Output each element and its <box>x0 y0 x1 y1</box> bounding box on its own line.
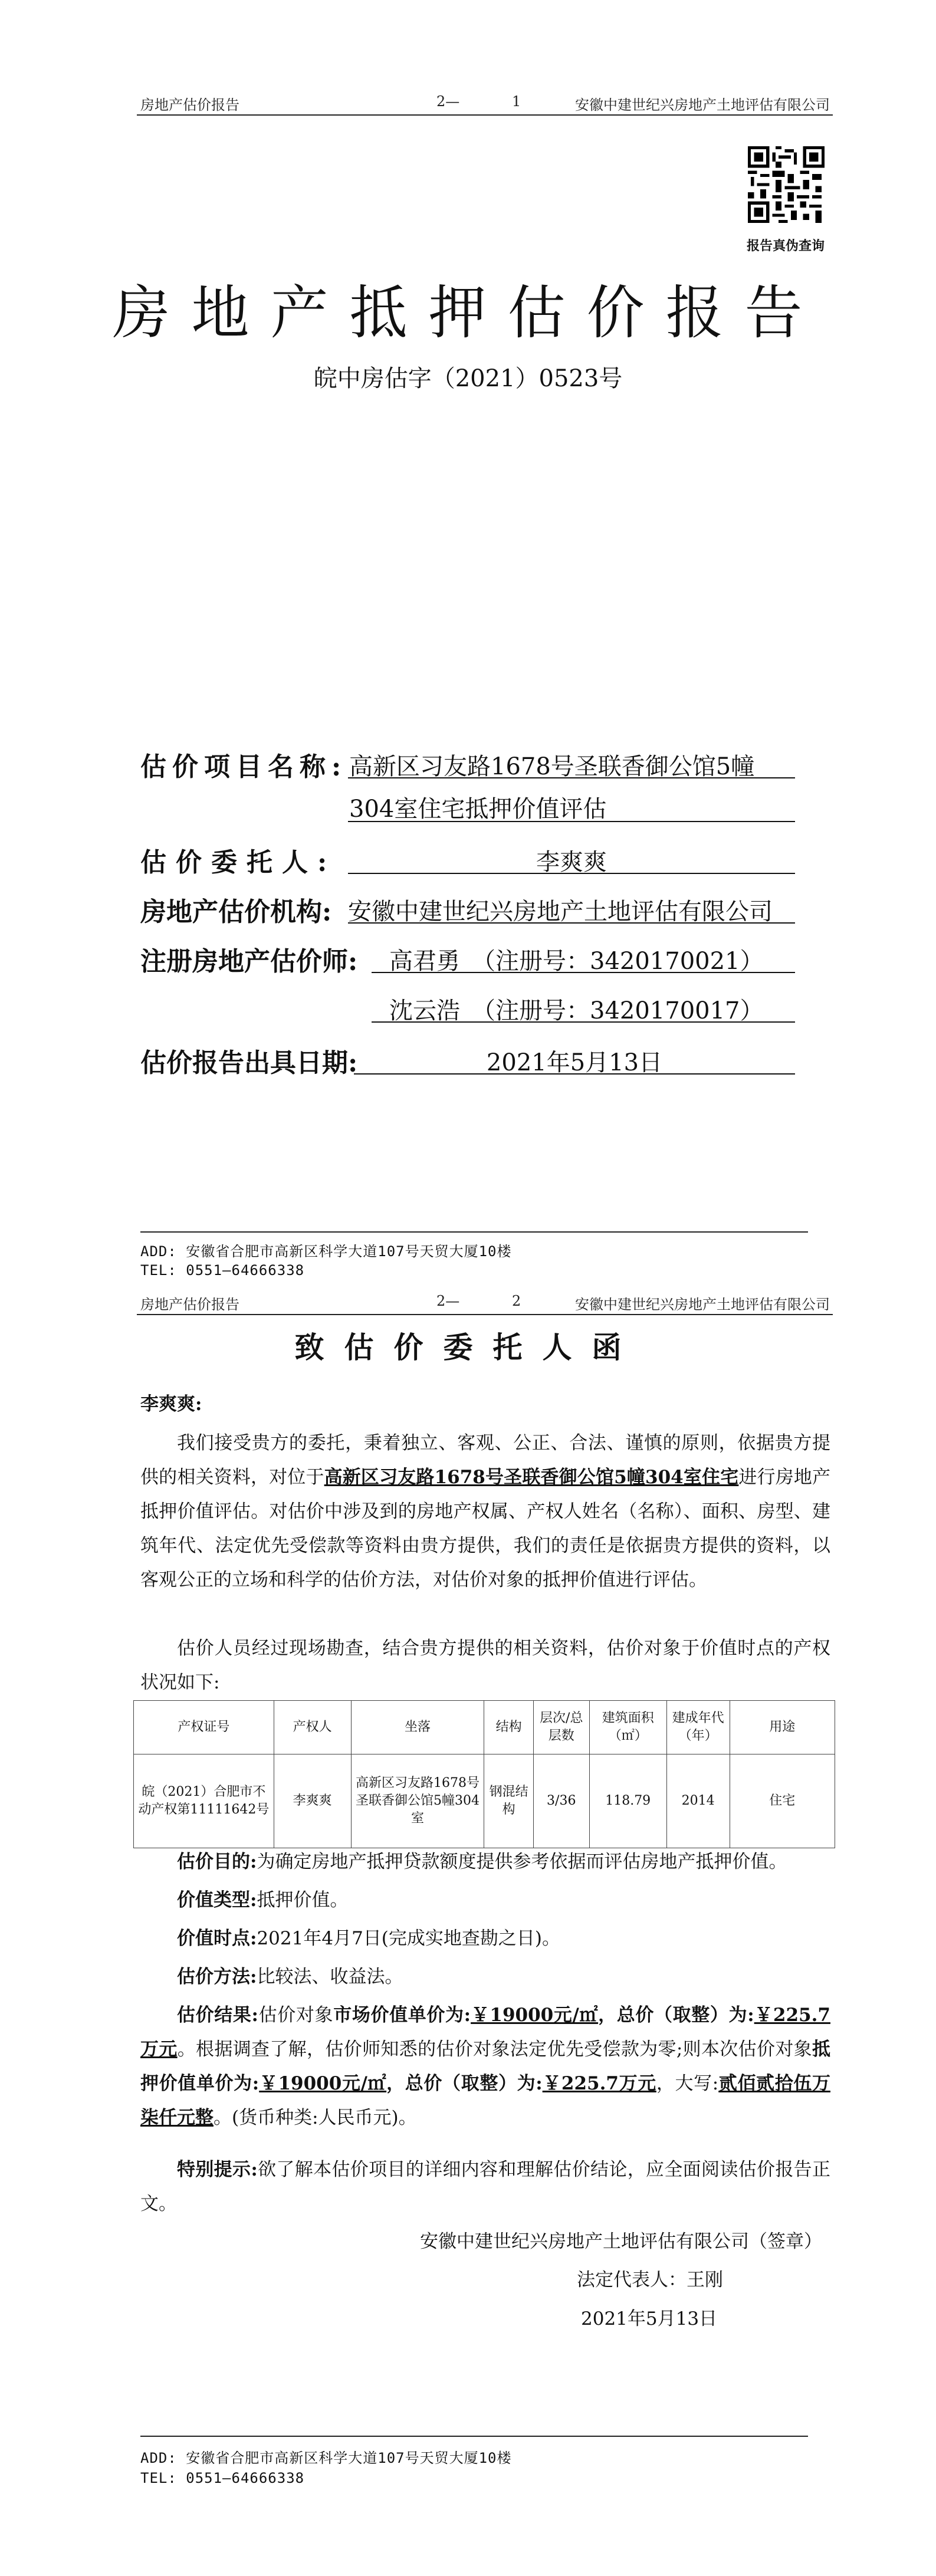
agency-underline <box>348 922 795 924</box>
issue-date-value: 2021年5月13日 <box>486 1049 663 1076</box>
qr-code-icon <box>748 146 825 223</box>
footer-rule <box>140 1231 808 1233</box>
col-usage: 用途 <box>730 1701 835 1754</box>
value-type-label: 价值类型: <box>177 1890 257 1911</box>
col-structure: 结构 <box>484 1701 533 1754</box>
purpose-label: 估价目的: <box>177 1851 257 1872</box>
cell-area: 118.79 <box>589 1754 666 1848</box>
purpose-line <box>140 1845 830 1879</box>
client-label: 估价委托人: <box>140 847 337 878</box>
signature-date: 2021年5月13日 <box>581 2308 718 2329</box>
intro-paragraph <box>140 1426 830 1597</box>
header-rule <box>137 114 833 116</box>
col-owner: 产权人 <box>274 1701 351 1754</box>
value-type-line <box>140 1883 830 1917</box>
report-title: 房地产抵押估价报告 <box>112 280 824 347</box>
special-tip-paragraph <box>140 2153 830 2221</box>
client-value: 李爽爽 <box>536 849 607 876</box>
issue-date-label: 估价报告出具日期: <box>140 1048 358 1078</box>
footer-address: ADD: 安徽省合肥市高新区科学大道107号天贸大厦10楼 <box>140 1243 512 1260</box>
col-floors: 层次/总层数 <box>533 1701 589 1754</box>
result-market-unit-price: ￥19000元/㎡ <box>471 2005 599 2026</box>
project-name-line2: 304室住宅抵押价值评估 <box>349 796 607 823</box>
method-label: 估价方法: <box>177 1966 257 1987</box>
footer-telephone: TEL: 0551—64666338 <box>140 2470 305 2486</box>
header-page-prefix: 2— <box>436 93 460 110</box>
result-market-unit-label: 市场价值单价为: <box>333 2005 471 2026</box>
result-amount-in-words: 贰佰贰拾伍万柒仟元整 <box>140 2073 830 2128</box>
header-page-prefix: 2— <box>436 1293 460 1309</box>
col-certificate: 产权证号 <box>134 1701 274 1754</box>
result-label: 估价结果: <box>177 2005 258 2026</box>
cell-year: 2014 <box>666 1754 730 1848</box>
result-mortgage-unit-price: ￥19000元/㎡ <box>259 2073 387 2094</box>
result-mortgage-total-label: ，总价（取整）为: <box>386 2073 543 2094</box>
result-text-11: ，大写: <box>656 2073 719 2094</box>
value-date-label: 价值时点: <box>177 1928 257 1949</box>
status-paragraph: 估价人员经过现场勘查，结合贵方提供的相关资料，估价对象于价值时点的产权状况如下: <box>140 1638 830 1693</box>
property-rights-table <box>133 1700 835 1848</box>
value-date-text: 2021年4月7日(完成实地查勘之日)。 <box>257 1928 560 1949</box>
signature-company: 安徽中建世纪兴房地产土地评估有限公司（签章） <box>420 2231 822 2252</box>
cell-location: 高新区习友路1678号圣联香御公馆5幢304室 <box>351 1754 484 1848</box>
table-row <box>134 1754 835 1848</box>
report-number: 皖中房估字（2021）0523号 <box>313 365 623 392</box>
appraiser-2-underline <box>372 1021 795 1023</box>
table-header-row <box>134 1701 835 1754</box>
header-right: 安徽中建世纪兴房地产土地评估有限公司 <box>575 97 830 113</box>
result-paragraph <box>140 1998 830 2135</box>
salutation: 李爽爽: <box>140 1394 202 1415</box>
footer-address: ADD: 安徽省合肥市高新区科学大道107号天贸大厦10楼 <box>140 2450 512 2466</box>
header-right: 安徽中建世纪兴房地产土地评估有限公司 <box>575 1296 830 1313</box>
intro-property-address: 高新区习友路1678号圣联香御公馆5幢304室住宅 <box>324 1467 739 1488</box>
col-year: 建成年代（年） <box>666 1701 730 1754</box>
value-type-text: 抵押价值。 <box>257 1890 349 1911</box>
result-market-total-price: ￥225.7万元 <box>140 2005 830 2060</box>
project-name-line1: 高新区习友路1678号圣联香御公馆5幢 <box>349 753 755 780</box>
appraiser-1-underline <box>372 972 795 973</box>
project-name-underline-2 <box>348 821 795 822</box>
header-left: 房地产估价报告 <box>140 97 239 113</box>
footer-rule <box>140 2436 808 2437</box>
header-rule <box>137 1314 833 1315</box>
intro-text-a: 我们接受贵方的委托，秉着独立、客观、公正、合法、谨慎的原则，依据贵方提供的相关资料，对位于 <box>140 1432 830 1488</box>
col-location: 坐落 <box>351 1701 484 1754</box>
qr-caption: 报告真伪查询 <box>747 238 825 254</box>
project-name-label: 估价项目名称: <box>140 752 347 782</box>
result-text-6: 。根据调查了解，估价师知悉的估价对象法定优先受偿款为零;则本次估价对象 <box>177 2039 812 2060</box>
result-market-total-label: ，总价（取整）为: <box>598 2005 754 2026</box>
cell-usage: 住宅 <box>730 1754 835 1848</box>
cell-certificate: 皖（2021）合肥市不动产权第11111642号 <box>134 1754 274 1848</box>
signature-representative: 法定代表人：王刚 <box>577 2269 723 2291</box>
letter-title: 致估价委托人函 <box>294 1330 642 1365</box>
cell-owner: 李爽爽 <box>274 1754 351 1848</box>
agency-label: 房地产估价机构: <box>140 897 332 927</box>
purpose-text: 为确定房地产抵押贷款额度提供参考依据而评估房地产抵押价值。 <box>257 1851 787 1872</box>
appraiser-2: 沈云浩 （注册号：3420170017） <box>389 997 764 1024</box>
method-line <box>140 1960 830 1994</box>
cell-structure: 钢混结构 <box>484 1754 533 1848</box>
special-tip-label: 特别提示: <box>177 2159 258 2180</box>
project-name-underline-1 <box>348 777 795 778</box>
intro-text-c: 进行房地产抵押价值评估。对估价中涉及到的房地产权属、产权人姓名（名称）、面积、房型、建筑年代、法定优先受偿款等资料由贵方提供，我们的责任是依据贵方提供的资料，以客观公正的立场和科学的估价方法，对估价对象的抵押价值进行评估。 <box>140 1467 831 1591</box>
result-mortgage-total-price: ￥225.7万元 <box>542 2073 656 2094</box>
result-text-1: 估价对象 <box>258 2005 334 2026</box>
footer-telephone: TEL: 0551—64666338 <box>140 1262 305 1279</box>
appraiser-label: 注册房地产估价师: <box>140 947 358 977</box>
client-underline <box>348 873 795 874</box>
special-tip-text: 欲了解本估价项目的详细内容和理解估价结论，应全面阅读估价报告正文。 <box>140 2159 830 2214</box>
header-page-number: 2 <box>512 1293 521 1309</box>
header-left: 房地产估价报告 <box>140 1296 239 1313</box>
agency-value: 安徽中建世纪兴房地产土地评估有限公司 <box>348 898 773 925</box>
header-page-number: 1 <box>512 93 521 110</box>
appraiser-1: 高君勇 （注册号：3420170021） <box>389 948 764 975</box>
value-date-line <box>140 1921 830 1956</box>
result-mortgage-unit-label: 抵押价值单价为: <box>140 2039 830 2094</box>
method-text: 比较法、收益法。 <box>257 1966 403 1987</box>
cell-floors: 3/36 <box>533 1754 589 1848</box>
col-area: 建筑面积（㎡） <box>589 1701 666 1754</box>
result-text-13: 。(货币种类:人民币元)。 <box>214 2107 417 2128</box>
issue-date-underline <box>354 1073 795 1075</box>
